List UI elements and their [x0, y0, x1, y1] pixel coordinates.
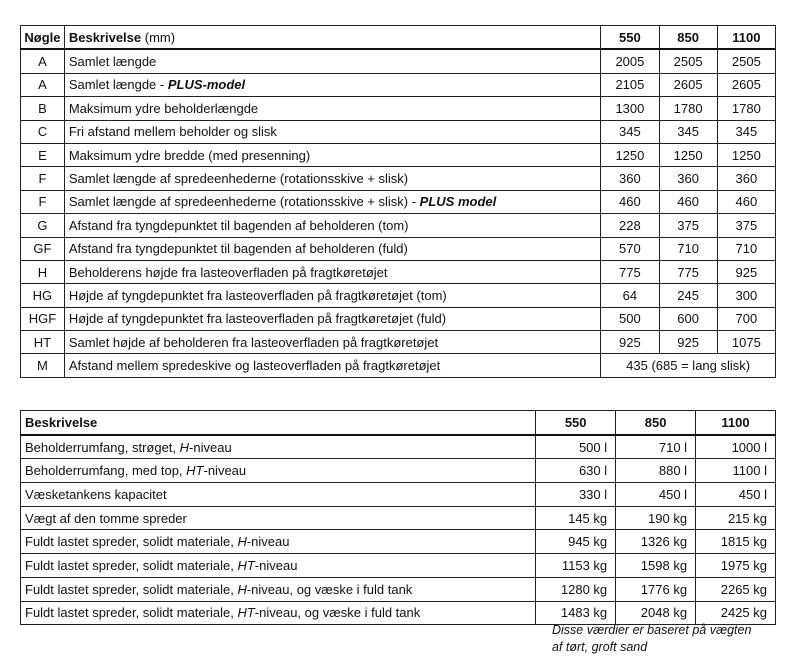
capacity-row: [21, 459, 776, 483]
row-description: [21, 483, 536, 507]
row-value-1100: 1000 l: [696, 435, 776, 459]
header-description: Beskrivelse: [21, 411, 536, 435]
row-description: Afstand mellem spredeskive og lasteoverfladen på fragtkøretøjet: [64, 354, 600, 377]
row-description-text: Højde af tyngdepunktet fra lasteoverfladen på fragtkøretøjet (tom): [68, 287, 447, 303]
dimensions-row: [21, 49, 776, 73]
row-description: [64, 214, 600, 237]
capacity-row: [21, 483, 776, 507]
row-value-850: 1598 kg: [616, 554, 696, 578]
row-key: GF: [21, 237, 65, 260]
row-description: [64, 120, 600, 143]
row-description-text: Afstand fra tyngdepunktet til bagenden af beholderen (tom): [68, 217, 409, 233]
dimensions-row: [21, 120, 776, 143]
row-description-text: Væsketankens kapacitet: [25, 486, 167, 502]
row-description-level: H: [179, 439, 190, 455]
dimensions-row: [21, 190, 776, 213]
row-description: [21, 435, 536, 459]
row-value-550: 64: [601, 284, 659, 307]
row-value-850: 710: [659, 237, 717, 260]
row-description: [64, 73, 600, 96]
row-value-1100: 1100 l: [696, 459, 776, 483]
dimensions-table: [20, 25, 776, 378]
row-key: HGF: [21, 307, 65, 330]
row-value-550: 2005: [601, 49, 659, 73]
header-850: 850: [616, 411, 696, 435]
row-description-text: Samlet højde af beholderen fra lasteoverfladen på fragtkøretøjet: [68, 334, 439, 350]
capacity-header-row: [21, 411, 776, 435]
row-value-850: 1776 kg: [616, 577, 696, 601]
dimensions-row: [21, 167, 776, 190]
row-description-text: Vægt af den tomme spreder: [25, 510, 187, 526]
row-value-850: 2048 kg: [616, 601, 696, 625]
header-description-unit: (mm): [141, 29, 176, 45]
dimensions-row: [21, 143, 776, 166]
row-description-level: HT: [237, 557, 255, 573]
row-value-1100: 700: [717, 307, 775, 330]
row-description: [64, 260, 600, 283]
row-description: [64, 237, 600, 260]
row-description-suffix: -niveau: [189, 439, 232, 455]
row-description-text: Samlet længde -: [68, 77, 168, 93]
row-value-550: 345: [601, 120, 659, 143]
row-description-text: Højde af tyngdepunktet fra lasteoverfladen på fragtkøretøjet (fuld): [68, 311, 447, 327]
row-description: [64, 190, 600, 213]
row-value-550: 330 l: [536, 483, 616, 507]
row-value-550: 1250: [601, 143, 659, 166]
row-description-level: H: [237, 534, 247, 550]
row-key: HT: [21, 331, 65, 354]
row-description: [64, 284, 600, 307]
row-description-text: Fuldt lastet spreder, solidt materiale,: [25, 605, 238, 621]
row-key: F: [21, 167, 65, 190]
row-key: A: [21, 49, 65, 73]
row-value-850: 880 l: [616, 459, 696, 483]
dimensions-row-m: [21, 354, 776, 377]
row-value-550: 500: [601, 307, 659, 330]
row-description-suffix: -niveau, og væske i fuld tank: [246, 581, 413, 597]
row-value-850: 360: [659, 167, 717, 190]
row-description: [64, 49, 600, 73]
row-value-850: 925: [659, 331, 717, 354]
row-value-850: 1326 kg: [616, 530, 696, 554]
row-value-1100: 300: [717, 284, 775, 307]
row-description-text: Maksimum ydre bredde (med presenning): [68, 147, 311, 163]
header-1100: 1100: [696, 411, 776, 435]
row-key: HG: [21, 284, 65, 307]
footnote-line-2: af tørt, groft sand: [552, 640, 648, 654]
row-value-1100: 1815 kg: [696, 530, 776, 554]
row-description-suffix: -niveau, og væske i fuld tank: [254, 605, 421, 621]
dimensions-row: [21, 260, 776, 283]
capacity-row: [21, 435, 776, 459]
row-description-text: Samlet længde: [68, 54, 157, 70]
row-value-850: 1780: [659, 97, 717, 120]
row-description-text: Beholderrumfang, med top,: [25, 463, 187, 479]
dimensions-row: [21, 307, 776, 330]
row-description-text: Fuldt lastet spreder, solidt materiale,: [25, 534, 238, 550]
dimensions-body: [21, 49, 776, 354]
row-value-1100: 460: [717, 190, 775, 213]
row-description: [64, 97, 600, 120]
row-value-1100: 2265 kg: [696, 577, 776, 601]
row-value-1100: 2425 kg: [696, 601, 776, 625]
row-value-1100: 2605: [717, 73, 775, 96]
dimensions-row: [21, 237, 776, 260]
row-key: G: [21, 214, 65, 237]
capacity-row: [21, 506, 776, 530]
row-value-550: 1153 kg: [536, 554, 616, 578]
row-description: [21, 459, 536, 483]
row-value-1100: 1975 kg: [696, 554, 776, 578]
row-description-text: Samlet længde af spredeenhederne (rotationsskive + slisk): [68, 171, 409, 187]
row-value-850: 375: [659, 214, 717, 237]
row-value-1100: 1250: [717, 143, 775, 166]
capacity-row: [21, 530, 776, 554]
row-value-850: 450 l: [616, 483, 696, 507]
row-value-1100: 925: [717, 260, 775, 283]
row-key: B: [21, 97, 65, 120]
dimensions-header-row: [21, 26, 776, 50]
row-value-1100: 375: [717, 214, 775, 237]
row-value-550: 460: [601, 190, 659, 213]
row-value-850: 710 l: [616, 435, 696, 459]
row-value-850: 190 kg: [616, 506, 696, 530]
row-value-550: 500 l: [536, 435, 616, 459]
row-key: E: [21, 143, 65, 166]
row-description-text: Fri afstand mellem beholder og slisk: [68, 124, 277, 140]
row-key: F: [21, 190, 65, 213]
row-value-850: 1250: [659, 143, 717, 166]
row-description-model: PLUS-model: [167, 77, 246, 93]
capacity-row: [21, 554, 776, 578]
row-value-550: 1483 kg: [536, 601, 616, 625]
row-value-1100: 215 kg: [696, 506, 776, 530]
row-key: M: [21, 354, 65, 377]
row-value-850: 345: [659, 120, 717, 143]
row-description-level: HT: [237, 605, 255, 621]
dimensions-row: [21, 284, 776, 307]
row-value-1100: 360: [717, 167, 775, 190]
dimensions-row: [21, 97, 776, 120]
dimensions-row: [21, 331, 776, 354]
header-key: Nøgle: [21, 26, 65, 50]
header-1100: 1100: [717, 26, 775, 50]
header-550: 550: [601, 26, 659, 50]
row-description-text: Beholderrumfang, strøget,: [25, 439, 180, 455]
row-description: [64, 307, 600, 330]
row-description-text: Beholderens højde fra lasteoverfladen på fragtkøretøjet: [68, 264, 388, 280]
row-description-text: Fuldt lastet spreder, solidt materiale,: [25, 557, 238, 573]
row-value-550: 945 kg: [536, 530, 616, 554]
header-description: [64, 26, 600, 50]
row-description-text: Maksimum ydre beholderlængde: [68, 100, 259, 116]
row-description-suffix: -niveau: [254, 557, 298, 573]
capacity-row: [21, 577, 776, 601]
capacity-body: [21, 435, 776, 625]
row-value-1100: 2505: [717, 49, 775, 73]
row-key: C: [21, 120, 65, 143]
row-description: [21, 530, 536, 554]
row-key: H: [21, 260, 65, 283]
row-value-550: 360: [601, 167, 659, 190]
row-value-850: 775: [659, 260, 717, 283]
header-550: 550: [536, 411, 616, 435]
row-description: [64, 331, 600, 354]
row-description: [64, 143, 600, 166]
row-value-550: 775: [601, 260, 659, 283]
row-description-text: Fuldt lastet spreder, solidt materiale,: [25, 581, 238, 597]
row-value-550: 228: [601, 214, 659, 237]
row-value-550: 570: [601, 237, 659, 260]
row-value-550: 1280 kg: [536, 577, 616, 601]
row-description: [64, 167, 600, 190]
row-description-level: HT: [186, 463, 204, 479]
row-value-1100: 450 l: [696, 483, 776, 507]
row-value-1100: 345: [717, 120, 775, 143]
dimensions-row: [21, 214, 776, 237]
row-value-850: 245: [659, 284, 717, 307]
row-value-850: 2605: [659, 73, 717, 96]
row-description-text: Afstand fra tyngdepunktet til bagenden af beholderen (fuld): [68, 241, 408, 257]
capacity-weight-table: [20, 410, 776, 625]
row-key: A: [21, 73, 65, 96]
row-value-550: 630 l: [536, 459, 616, 483]
footnote-line-1: Disse værdier er baseret på vægten: [552, 623, 752, 637]
row-description-suffix: -niveau: [203, 463, 247, 479]
row-value-1100: 1780: [717, 97, 775, 120]
row-value-1100: 710: [717, 237, 775, 260]
row-description: [21, 506, 536, 530]
row-value-550: 145 kg: [536, 506, 616, 530]
row-value-850: 2505: [659, 49, 717, 73]
row-description: [21, 554, 536, 578]
row-value-1100: 1075: [717, 331, 775, 354]
footnote: [552, 622, 751, 656]
row-description: [21, 577, 536, 601]
row-description-suffix: -niveau: [246, 534, 290, 550]
row-description-model: PLUS model: [419, 194, 497, 210]
row-value-550: 1300: [601, 97, 659, 120]
row-description: [21, 601, 536, 625]
row-merged-value: 435 (685 = lang slisk): [601, 354, 776, 377]
row-value-550: 925: [601, 331, 659, 354]
dimensions-row: [21, 73, 776, 96]
header-850: 850: [659, 26, 717, 50]
row-value-850: 460: [659, 190, 717, 213]
row-value-550: 2105: [601, 73, 659, 96]
row-description-level: H: [237, 581, 247, 597]
row-description-text: Samlet længde af spredeenhederne (rotationsskive + slisk) -: [68, 194, 420, 210]
header-description-label: Beskrivelse: [68, 29, 142, 45]
row-value-850: 600: [659, 307, 717, 330]
